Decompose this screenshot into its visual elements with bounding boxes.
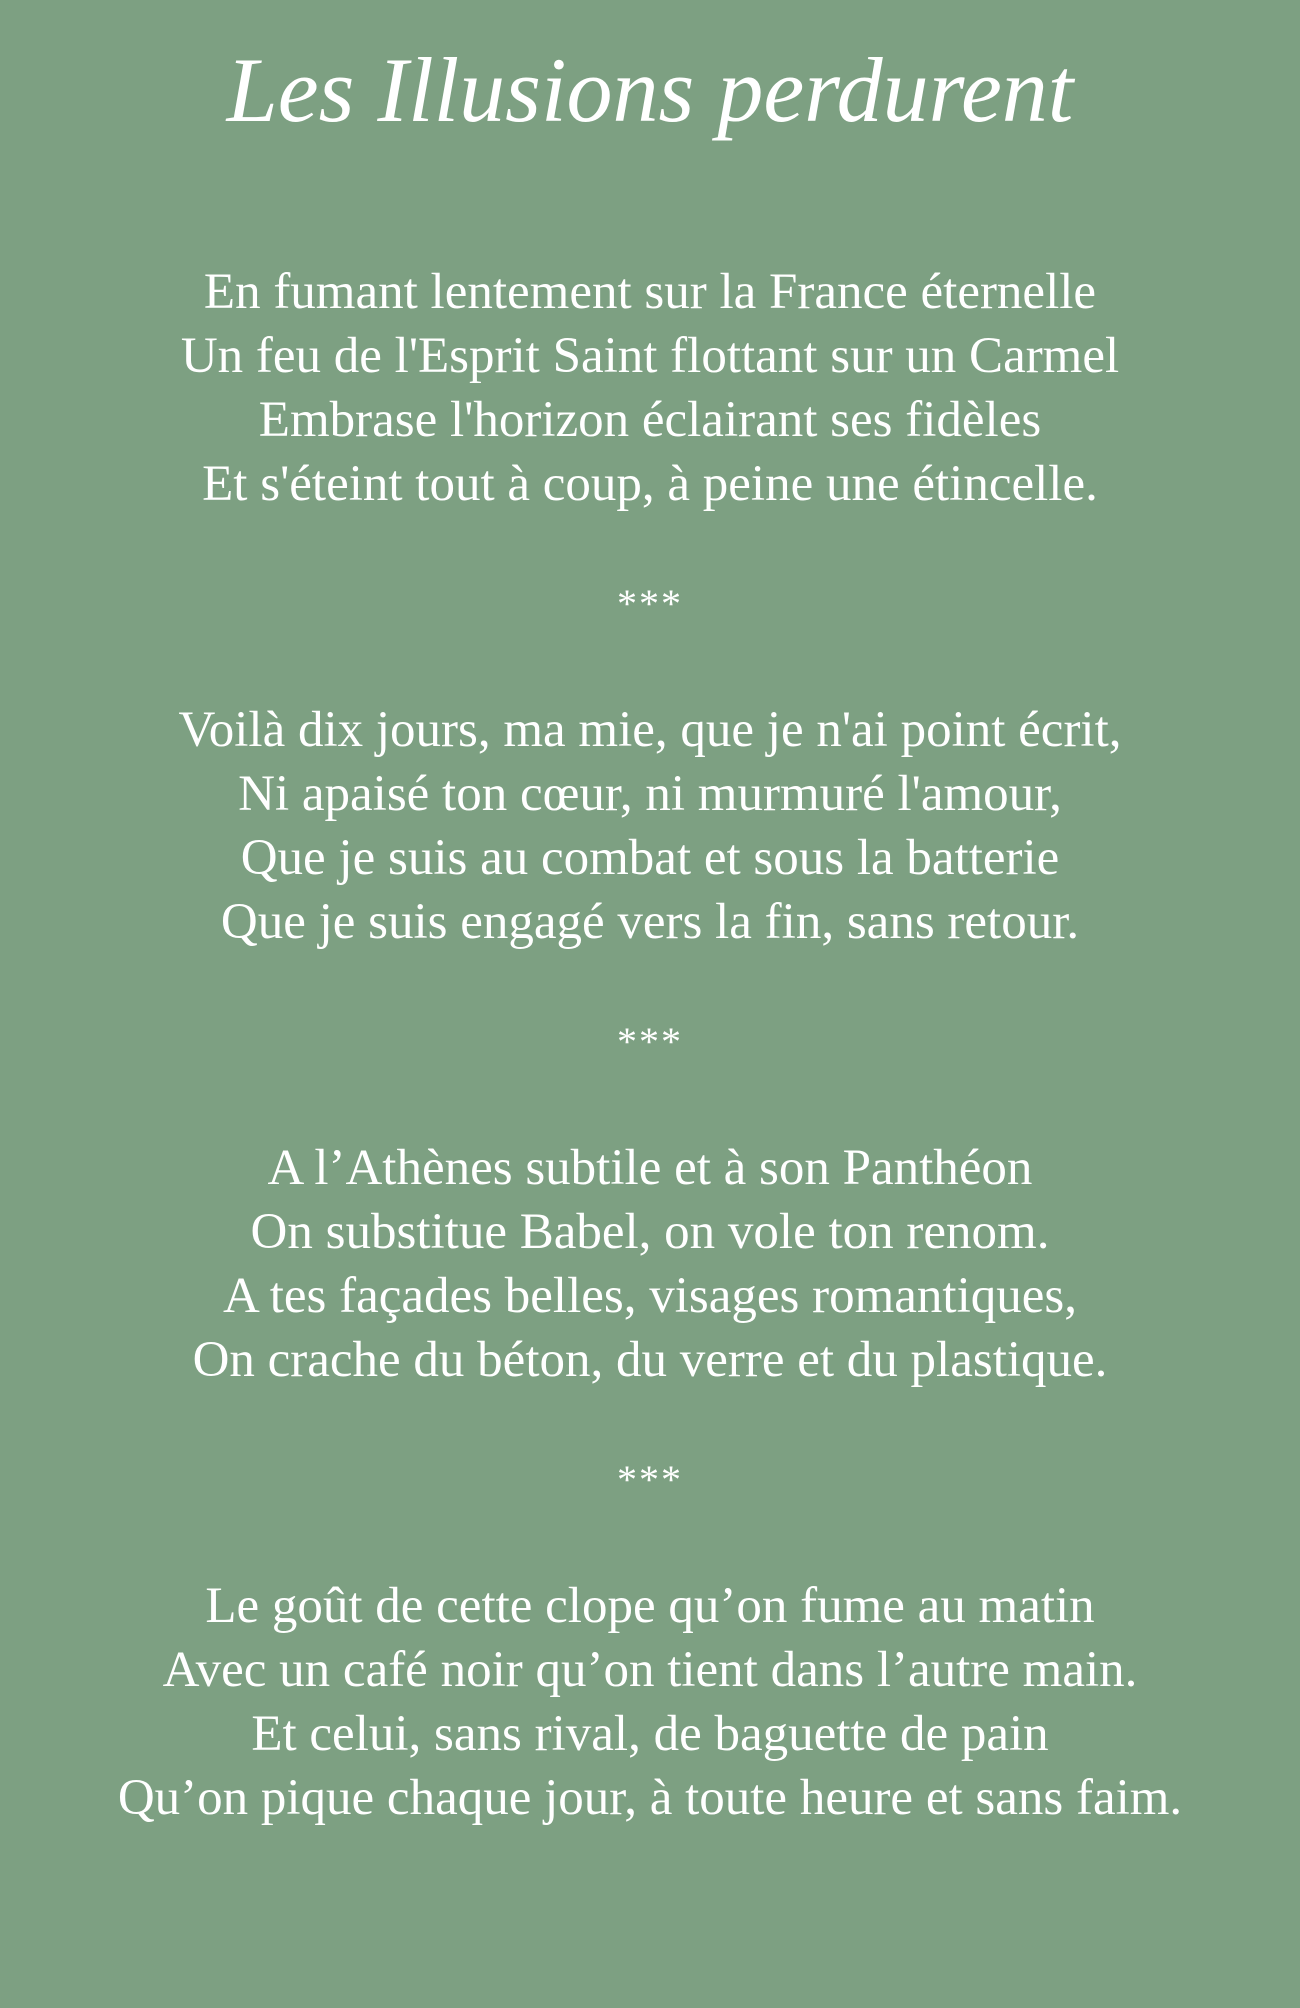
stanza-2	[0, 698, 1300, 954]
stanza-line: Un feu de l'Esprit Saint flottant sur un Carmel	[180, 328, 1120, 384]
stanza-1	[0, 260, 1300, 516]
stanza-separator: ***	[617, 1457, 683, 1502]
stanza-line: On crache du béton, du verre et du plastique.	[192, 1332, 1108, 1388]
stanza-4	[0, 1574, 1300, 1830]
stanza-line: Le goût de cette clope qu’on fume au matin	[205, 1578, 1095, 1634]
poem-title: Les Illusions perdurent	[226, 39, 1074, 141]
stanza-line: Que je suis engagé vers la fin, sans retour.	[220, 894, 1080, 950]
stanza-separator: ***	[617, 1019, 683, 1064]
stanza-line: Et s'éteint tout à coup, à peine une étincelle.	[202, 456, 1098, 512]
stanza-line: En fumant lentement sur la France éternelle	[203, 264, 1097, 320]
stanza-line: Embrase l'horizon éclairant ses fidèles	[258, 392, 1042, 448]
stanza-line: Voilà dix jours, ma mie, que je n'ai point écrit,	[178, 702, 1122, 758]
stanza-line: On substitue Babel, on vole ton renom.	[250, 1204, 1050, 1260]
stanza-line: Ni apaisé ton cœur, ni murmuré l'amour,	[238, 766, 1062, 822]
stanza-line: A tes façades belles, visages romantiques,	[222, 1268, 1077, 1324]
stanza-3	[0, 1136, 1300, 1392]
poem-body	[0, 260, 1300, 1830]
stanza-line: Qu’on pique chaque jour, à toute heure et sans faim.	[117, 1770, 1183, 1826]
stanza-line: Que je suis au combat et sous la batterie	[240, 830, 1060, 886]
stanza-line: A l’Athènes subtile et à son Panthéon	[267, 1140, 1033, 1196]
stanza-line: Avec un café noir qu’on tient dans l’autre main.	[162, 1642, 1138, 1698]
stanza-line: Et celui, sans rival, de baguette de pain	[251, 1706, 1049, 1762]
stanza-separator: ***	[617, 581, 683, 626]
